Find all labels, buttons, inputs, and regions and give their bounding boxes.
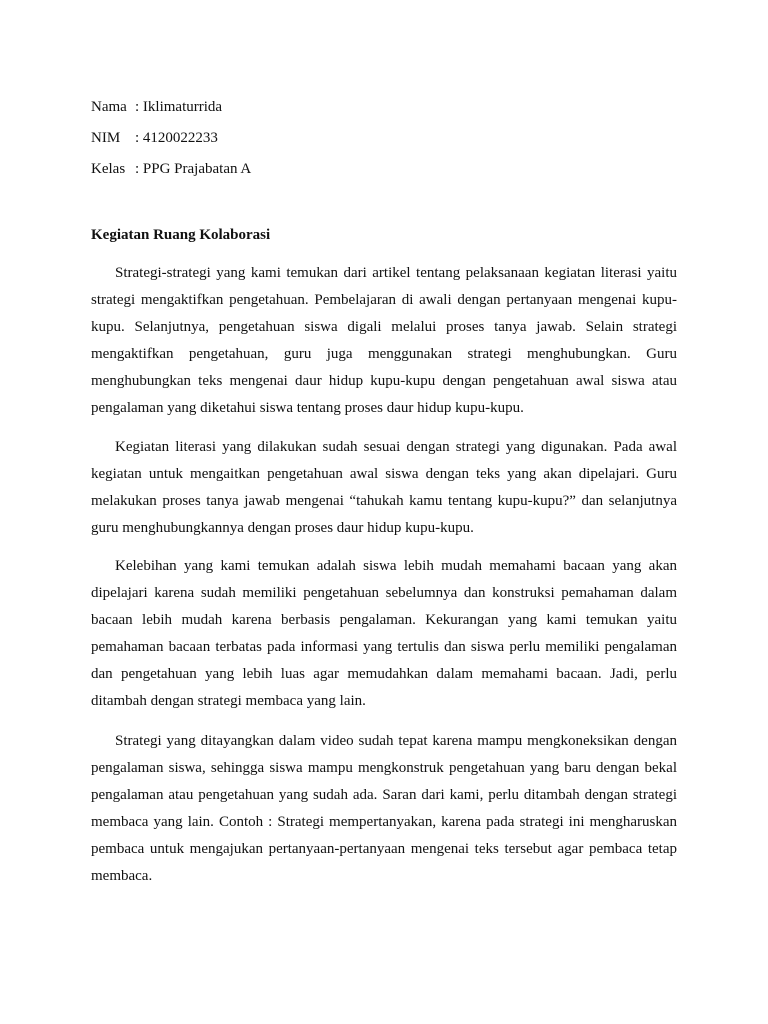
paragraph-literacy-activity: Kegiatan literasi yang dilakukan sudah sesuai dengan strategi yang digunakan. Pada awal kegiatan untuk mengaitkan pengetahuan awal siswa dengan teks yang akan dipelajari. Guru melakukan proses tanya jawab mengenai “tahukah kamu tentang kupu-kupu?” dan selanjutnya guru menghubungkannya dengan proses daur hidup kupu-kupu.: [91, 439, 677, 536]
class-label: Kelas: [91, 161, 126, 177]
class-row: [91, 154, 251, 185]
name-value: : Iklimaturrida: [135, 99, 223, 115]
nim-row: [91, 123, 251, 154]
paragraph-video-strategy: Strategi yang ditayangkan dalam video sudah tepat karena mampu mengkoneksikan dengan pengalaman siswa, sehingga siswa mampu mengkonstruk pengetahuan yang baru dengan bekal pengalaman atau pengetahuan yang sudah ada. Saran dari kami, perlu ditambah dengan strategi membaca yang lain. Contoh : Strategi mempertanyakan, karena pada strategi ini mengharuskan pembaca untuk mengajukan pertanyaan-pertanyaan mengenai teks tersebut agar pembaca tetap membaca.: [91, 733, 677, 884]
student-info: [91, 92, 251, 185]
paragraph-strengths-weaknesses: Kelebihan yang kami temukan adalah siswa lebih mudah memahami bacaan yang akan dipelajari karena sudah memiliki pengetahuan sebelumnya dan konstruksi pemahaman dalam bacaan lebih mudah karena berbasis pengalaman. Kekurangan yang kami temukan yaitu pemahaman bacaan terbatas pada informasi yang tertulis dan siswa perlu memiliki pengalaman dan pengetahuan yang lebih luas agar memudahkan dalam memahami bacaan. Jadi, perlu ditambah dengan strategi membaca yang lain.: [91, 558, 677, 709]
paragraph-strategies: Strategi-strategi yang kami temukan dari artikel tentang pelaksanaan kegiatan literasi yaitu strategi mengaktifkan pengetahuan. Pembelajaran di awali dengan pertanyaan mengenai kupu-kupu. Selanjutnya, pengetahuan siswa digali melalui proses tanya jawab. Selain strategi mengaktifkan pengetahuan, guru juga menggunakan strategi menghubungkan. Guru menghubungkan teks mengenai daur hidup kupu-kupu dengan pengetahuan awal siswa atau pengalaman yang diketahui siswa tentang proses daur hidup kupu-kupu.: [91, 265, 677, 416]
class-value: : PPG Prajabatan A: [135, 161, 252, 177]
nim-label: NIM: [91, 130, 121, 146]
nim-value: : 4120022233: [135, 130, 218, 146]
name-row: [91, 92, 251, 123]
name-label: Nama: [91, 99, 127, 115]
section-heading: Kegiatan Ruang Kolaborasi: [91, 227, 271, 243]
